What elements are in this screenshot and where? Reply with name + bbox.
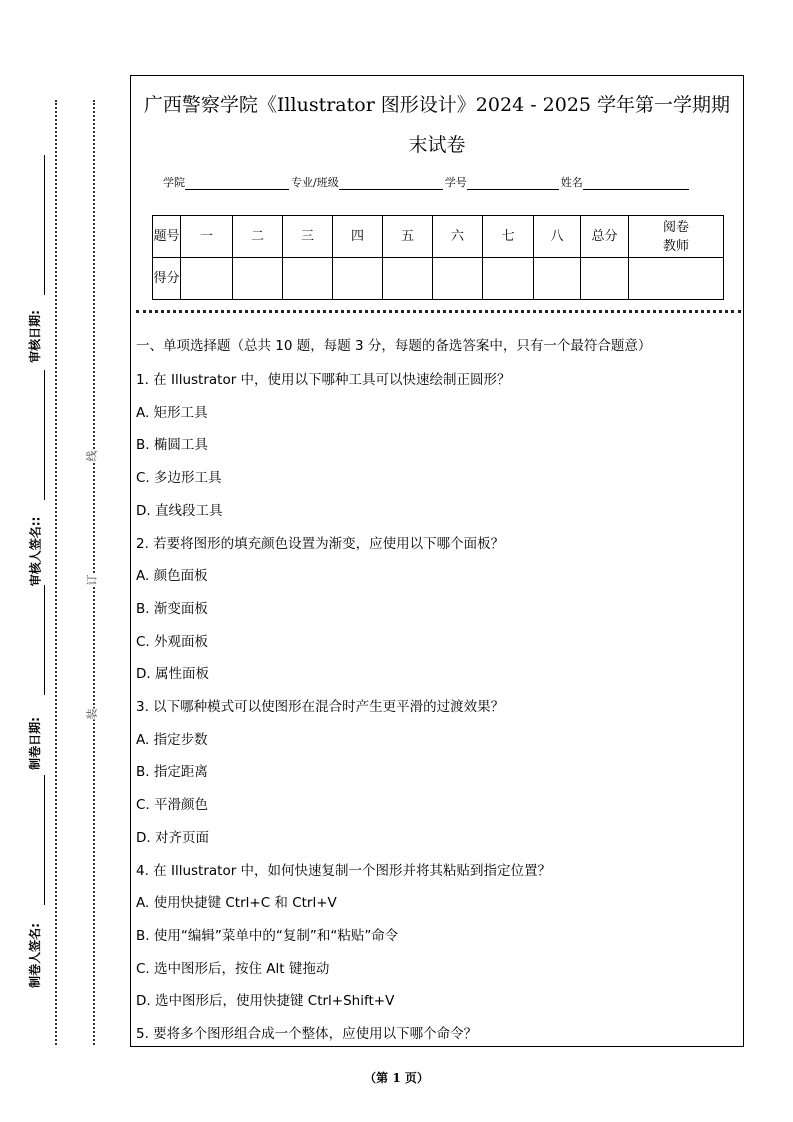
question-text: 4. 在 Illustrator 中，如何快速复制一个图形并将其粘贴到指定位置？ <box>136 862 552 879</box>
score-table <box>152 215 724 300</box>
reviewer-label: 审核人签名:: <box>28 516 43 587</box>
review-date-label: 审核日期: <box>27 310 42 363</box>
score-cell[interactable] <box>283 258 333 300</box>
answer-option: A. 颜色面板 <box>136 568 208 585</box>
answer-option: C. 外观面板 <box>136 633 209 650</box>
header-cell: 总分 <box>581 216 629 258</box>
score-cell[interactable] <box>383 258 433 300</box>
answer-option: A. 指定步数 <box>136 731 208 748</box>
reviewer-underline <box>44 370 45 500</box>
make-date-label: 制卷日期: <box>27 717 42 770</box>
mark-zhuang: 装 <box>85 708 99 720</box>
college-field[interactable] <box>185 177 289 190</box>
binding-line-inner <box>93 100 95 1045</box>
review-date-underline <box>44 155 45 295</box>
answer-option: D. 直线段工具 <box>136 502 223 519</box>
score-cell[interactable] <box>483 258 534 300</box>
score-cell[interactable] <box>581 258 629 300</box>
answer-option: B. 指定距离 <box>136 764 208 781</box>
question-text: 3. 以下哪种模式可以使图形在混合时产生更平滑的过渡效果？ <box>136 699 505 715</box>
student-id-field[interactable] <box>467 177 559 190</box>
score-cell[interactable] <box>233 258 283 300</box>
section-divider <box>136 310 741 313</box>
exam-title: 广西警察学院《Illustrator 图形设计》2024 - 2025 学年第一学期期 <box>143 94 731 116</box>
major-label: 专业/班级 <box>291 176 339 189</box>
maker-label: 制卷人签名: <box>27 923 42 988</box>
answer-option: B. 使用“编辑”菜单中的“复制”和“粘贴”命令 <box>136 927 399 944</box>
answer-option: C. 平滑颜色 <box>136 797 209 814</box>
college-label: 学院 <box>163 176 185 189</box>
header-cell: 一 <box>181 216 233 258</box>
answer-option: B. 渐变面板 <box>136 600 208 617</box>
header-cell: 三 <box>283 216 333 258</box>
score-cell[interactable] <box>433 258 483 300</box>
answer-option: D. 属性面板 <box>136 666 209 683</box>
student-id-label: 学号 <box>444 176 467 189</box>
score-cell[interactable] <box>629 258 724 300</box>
header-cell: 七 <box>483 216 534 258</box>
question-text: 2. 若要将图形的填充颜色设置为渐变，应使用以下哪个面板？ <box>136 535 505 552</box>
answer-option: C. 多边形工具 <box>136 470 222 487</box>
score-cell[interactable] <box>534 258 581 300</box>
score-cell[interactable] <box>333 258 383 300</box>
name-label: 姓名 <box>560 176 583 189</box>
header-cell: 五 <box>383 216 433 258</box>
section-heading: 一、单项选择题（总共 10 题，每题 3 分，每题的备选答案中，只有一个最符合题意） <box>136 338 652 354</box>
score-cell[interactable] <box>181 258 233 300</box>
major-field[interactable] <box>339 177 443 190</box>
answer-option: B. 椭圆工具 <box>136 437 208 454</box>
binding-line-outer <box>55 100 57 1045</box>
question-text: 5. 要将多个图形组合成一个整体，应使用以下哪个命令？ <box>136 1026 478 1042</box>
answer-option: C. 选中图形后，按住 Alt 键拖动 <box>136 960 330 977</box>
name-field[interactable] <box>583 177 689 190</box>
mark-ding: 订 <box>85 574 99 586</box>
exam-title-cont: 末试卷 <box>408 134 466 156</box>
answer-option: D. 选中图形后，使用快捷键 Ctrl+Shift+V <box>136 993 395 1010</box>
header-cell: 二 <box>233 216 283 258</box>
page-number: （第 1 页） <box>364 1071 429 1085</box>
row-label: 得分 <box>153 258 181 300</box>
header-cell: 八 <box>534 216 581 258</box>
student-info <box>163 174 691 190</box>
question-text: 1. 在 Illustrator 中，使用以下哪种工具可以快速绘制正圆形？ <box>136 372 511 388</box>
header-cell: 四 <box>333 216 383 258</box>
answer-option: A. 矩形工具 <box>136 404 208 421</box>
row-label: 题号 <box>153 216 181 258</box>
header-cell: 六 <box>433 216 483 258</box>
make-date-underline <box>44 585 45 695</box>
answer-option: A. 使用快捷键 Ctrl+C 和 Ctrl+V <box>136 895 337 912</box>
answer-option: D. 对齐页面 <box>136 829 209 846</box>
header-cell: 阅卷教师 <box>629 216 724 258</box>
maker-underline <box>44 775 45 905</box>
mark-xian: 线 <box>85 450 99 462</box>
